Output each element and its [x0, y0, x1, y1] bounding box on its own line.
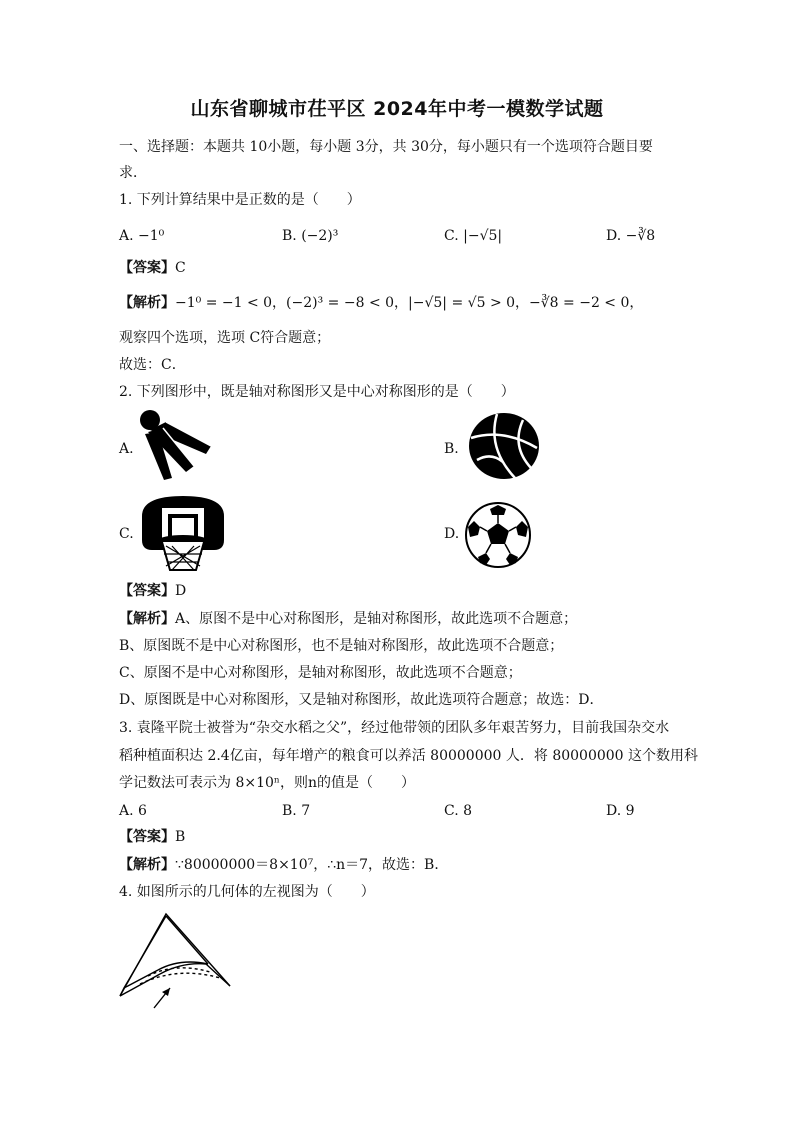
q1-answer [119, 258, 186, 278]
basketball-hoop-icon [138, 494, 228, 574]
basketball-icon [467, 412, 541, 480]
answer-tag: 【答案】 [119, 583, 175, 599]
analysis-text: A、原图不是中心对称图形，是轴对称图形，故此选项不合题意； [175, 611, 578, 627]
q2-option-d-label: D. [444, 526, 460, 542]
answer-value: C [175, 260, 186, 276]
q1-option-c-label: C. [444, 228, 459, 244]
q1-option-b [282, 226, 338, 246]
q3-stem-2: 稻种植面积达 2.4亿亩，每年增产的粮食可以养活 80000000 人．将 80000000 这个数用科 [119, 748, 699, 764]
q1-option-a-value: −1⁰ [138, 228, 165, 244]
analysis-tag: 【解析】 [119, 295, 175, 311]
q1-option-d [606, 226, 655, 246]
page-title: 山东省聊城市茌平区 2024年中考一模数学试题 [190, 98, 604, 120]
q1-option-d-label: D. [606, 228, 622, 244]
q1-option-a-label: A. [119, 228, 134, 244]
football-icon [464, 501, 532, 569]
q1-option-b-label: B. [282, 228, 297, 244]
answer-tag: 【答案】 [119, 260, 175, 276]
analysis-tag: 【解析】 [119, 857, 175, 873]
q3-option-b: B. 7 [282, 803, 311, 819]
q2-option-c-label: C. [119, 526, 134, 542]
q3-analysis [119, 855, 448, 875]
geometry-solid-figure [118, 912, 236, 1010]
q3-option-a: A. 6 [119, 803, 147, 819]
q2-analysis [119, 609, 577, 629]
analysis-text: −1⁰ = −1 < 0，(−2)³ = −8 < 0，|−√5| = √5 > 0，−∛8 = −2 < 0， [175, 295, 644, 311]
analysis-text: ∵80000000＝8×10⁷，∴n＝7，故选：B． [175, 857, 449, 873]
section-heading-cont: 求． [119, 165, 147, 181]
q2-analysis-4: D、原图既是中心对称图形，又是轴对称图形，故此选项符合题意；故选：D． [119, 692, 604, 708]
section-heading: 一、选择题：本题共 10小题，每小题 3分，共 30分，每小题只有一个选项符合题目要 [119, 139, 653, 155]
q3-answer [119, 827, 185, 847]
view-direction-arrow-icon [162, 988, 170, 996]
q1-stem: 1. 下列计算结果中是正数的是（ ） [119, 192, 361, 208]
answer-value: D [175, 583, 187, 599]
q3-stem-3: 学记数法可表示为 8×10ⁿ，则n的值是（ ） [119, 775, 415, 791]
q2-option-a-label: A. [119, 441, 134, 457]
q1-option-d-value: −∛8 [625, 228, 656, 244]
q2-analysis-2: B、原图既不是中心对称图形，也不是轴对称图形，故此选项不合题意； [119, 638, 564, 654]
q2-analysis-3: C、原图不是中心对称图形，是轴对称图形，故此选项不合题意； [119, 665, 522, 681]
answer-tag: 【答案】 [119, 829, 175, 845]
q1-analysis-2: 观察四个选项，选项 C符合题意； [119, 330, 331, 346]
q3-option-c: C. 8 [444, 803, 473, 819]
analysis-tag: 【解析】 [119, 611, 175, 627]
q2-stem: 2. 下列图形中，既是轴对称图形又是中心对称图形的是（ ） [119, 384, 515, 400]
q1-analysis [119, 293, 643, 313]
q1-option-c [444, 226, 502, 246]
q3-stem-1: 3. 袁隆平院士被誉为“杂交水稻之父”，经过他带领的团队多年艰苦努力，目前我国杂交水 [119, 720, 670, 736]
q1-option-b-value: (−2)³ [301, 228, 339, 244]
q4-stem: 4. 如图所示的几何体的左视图为（ ） [119, 884, 375, 900]
q3-option-d: D. 9 [606, 803, 635, 819]
q1-analysis-3: 故选：C． [119, 357, 186, 373]
q2-option-b-label: B. [444, 441, 459, 457]
q1-option-a [119, 226, 164, 246]
badminton-shuttlecock-icon [136, 408, 216, 484]
answer-value: B [175, 829, 186, 845]
q1-option-c-value: |−√5| [463, 228, 503, 244]
q2-answer [119, 581, 186, 601]
